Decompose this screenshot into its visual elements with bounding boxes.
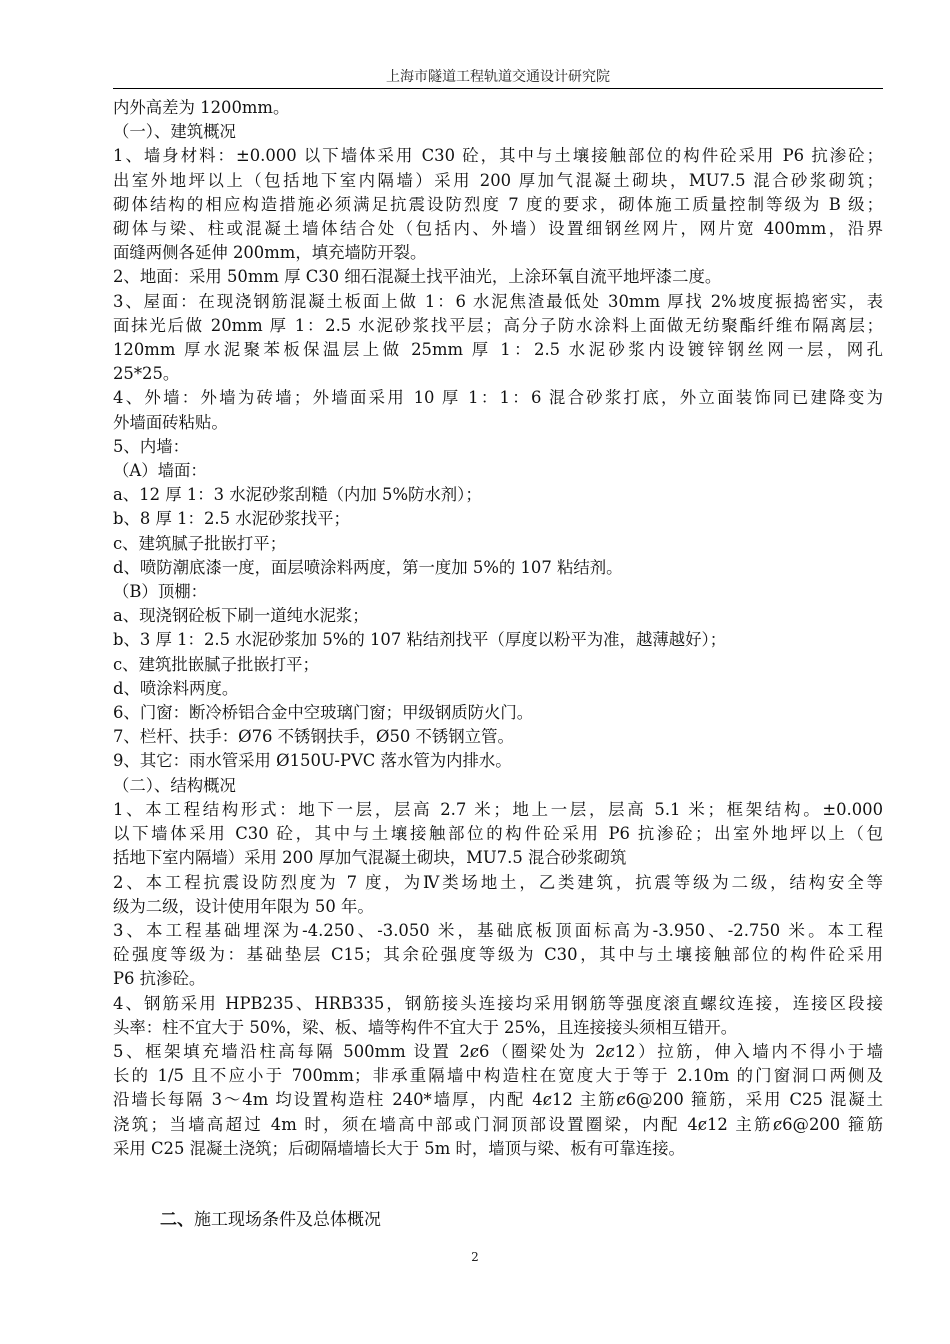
page-header: 上海市隧道工程轨道交通设计研究院 xyxy=(386,69,610,85)
text-line: 浇筑；当墙高超过 4m 时，须在墙高中部或门洞顶部设置圈梁，内配 4ȼ12 主筋ȼ6@200 箍筋 xyxy=(113,1114,883,1134)
text-line: 头率：柱不宜大于 50%，梁、板、墙等构件不宜大于 25%，且连接接头须相互错开。 xyxy=(113,1017,738,1037)
text-line: 1、墙身材料：±0.000 以下墙体采用 C30 砼，其中与土壤接触部位的构件砼采用 P6 抗渗砼； xyxy=(113,146,883,166)
text-line: 长的 1/5 且不应小于 700mm；非承重隔墙中构造柱在宽度大于等于 2.10m 的门窗洞口两侧及 xyxy=(113,1066,883,1086)
text-line: 25*25。 xyxy=(113,364,180,384)
text-line: （一）、建筑概况 xyxy=(113,122,236,142)
text-line: 以下墙体采用 C30 砼，其中与土壤接触部位的构件砼采用 P6 抗渗砼；出室外地坪以上（包 xyxy=(113,824,883,844)
text-line: P6 抗渗砼。 xyxy=(113,969,206,989)
text-line: 面抹光后做 20mm 厚 1：2.5 水泥砂浆找平层；高分子防水涂料上面做无纺聚酯纤维布隔离层； xyxy=(113,315,883,335)
text-line: 4、外墙：外墙为砖墙；外墙面采用 10 厚 1：1：6 混合砂浆打底，外立面装饰同已建降变为 xyxy=(113,388,883,408)
text-line: a、12 厚 1：3 水泥砂浆刮糙（内加 5%防水剂）； xyxy=(113,485,482,505)
text-line: 4、钢筋采用 HPB235、HRB335，钢筋接头连接均采用钢筋等强度滚直螺纹连接，连接区段接 xyxy=(113,993,883,1013)
text-line: d、喷涂料两度。 xyxy=(113,678,239,698)
text-line: 2、地面：采用 50mm 厚 C30 细石混凝土找平油光，上涂环氧自流平地坪漆二度。 xyxy=(113,267,722,287)
text-line: 外墙面砖粘贴。 xyxy=(113,412,228,432)
text-line: 砌体与梁、柱或混凝土墙体结合处（包括内、外墙）设置细钢丝网片，网片宽 400mm，沿界 xyxy=(113,219,883,239)
text-line: 砌体结构的相应构造措施必须满足抗震设防烈度 7 度的要求，砌体施工质量控制等级为 B 级； xyxy=(113,194,883,214)
text-line: 3、屋面：在现浇钢筋混凝土板面上做 1：6 水泥焦渣最低处 30mm 厚找 2%坡度振捣密实，表 xyxy=(113,291,883,311)
text-line: 级为二级，设计使用年限为 50 年。 xyxy=(113,896,374,916)
text-line: a、现浇钢砼板下刷一道纯水泥浆； xyxy=(113,606,369,626)
text-line: 6、门窗：断冷桥铝合金中空玻璃门窗；甲级钢质防火门。 xyxy=(113,703,534,723)
text-line: b、8 厚 1：2.5 水泥砂浆找平； xyxy=(113,509,350,529)
text-line: 采用 C25 混凝土浇筑；后砌隔墙墙长大于 5m 时，墙顶与梁、板有可靠连接。 xyxy=(113,1138,685,1158)
text-line: 2、本工程抗震设防烈度为 7 度，为Ⅳ类场地土，乙类建筑，抗震等级为二级，结构安全等 xyxy=(113,872,883,892)
text-line: （二）、结构概况 xyxy=(113,775,236,795)
text-line: c、建筑批嵌腻子批嵌打平； xyxy=(113,654,319,674)
text-line: 内外高差为 1200mm。 xyxy=(113,98,290,117)
page-number: 2 xyxy=(471,1250,479,1264)
body-text xyxy=(113,96,883,1161)
text-line: （B）顶棚： xyxy=(113,582,207,602)
text-line: 砼强度等级为：基础垫层 C15；其余砼强度等级为 C30，其中与土壤接触部位的构件砼采用 xyxy=(113,945,883,965)
section-heading xyxy=(160,1208,381,1232)
text-line: 9、其它：雨水管采用 Ø150U-PVC 落水管为内排水。 xyxy=(113,751,512,771)
text-line: 7、栏杆、扶手：Ø76 不锈钢扶手，Ø50 不锈钢立管。 xyxy=(113,727,514,747)
text-line: 5、框架填充墙沿柱高每隔 500mm 设置 2ȼ6（圈梁处为 2ȼ12）拉筋，伸入墙内不得小于墙 xyxy=(113,1041,883,1061)
text-line: 括地下室内隔墙）采用 200 厚加气混凝土砌块，MU7.5 混合砂浆砌筑 xyxy=(113,848,627,868)
section-number: 二、 xyxy=(160,1210,194,1230)
text-line: b、3 厚 1：2.5 水泥砂浆加 5%的 107 粘结剂找平（厚度以粉平为准，越薄越好）； xyxy=(113,630,727,650)
text-line: c、建筑腻子批嵌打平； xyxy=(113,533,287,553)
text-line: 120mm 厚水泥聚苯板保温层上做 25mm 厚 1：2.5 水泥砂浆内设镀锌钢丝网一层，网孔 xyxy=(113,340,883,360)
text-line: d、喷防潮底漆一度，面层喷涂料两度，第一度加 5%的 107 粘结剂。 xyxy=(113,557,623,577)
section-title: 施工现场条件及总体概况 xyxy=(194,1210,381,1230)
text-line: 1、本工程结构形式：地下一层，层高 2.7 米；地上一层，层高 5.1 米；框架结构。±0.000 xyxy=(113,799,883,819)
text-line: （A）墙面： xyxy=(113,461,207,481)
text-line: 出室外地坪以上（包括地下室内隔墙）采用 200 厚加气混凝土砌块，MU7.5 混合砂浆砌筑； xyxy=(113,170,883,190)
text-line: 5、内墙： xyxy=(113,436,189,456)
text-line: 沿墙长每隔 3～4m 均设置构造柱 240*墙厚，内配 4ȼ12 主筋ȼ6@200 箍筋，采用 C25 混凝土 xyxy=(113,1090,883,1110)
text-line: 3、本工程基础埋深为-4.250、-3.050 米，基础底板顶面标高为-3.950、-2.750 米。本工程 xyxy=(113,920,883,940)
header-rule xyxy=(113,88,883,89)
text-line: 面缝两侧各延伸 200mm，填充墙防开裂。 xyxy=(113,243,427,263)
